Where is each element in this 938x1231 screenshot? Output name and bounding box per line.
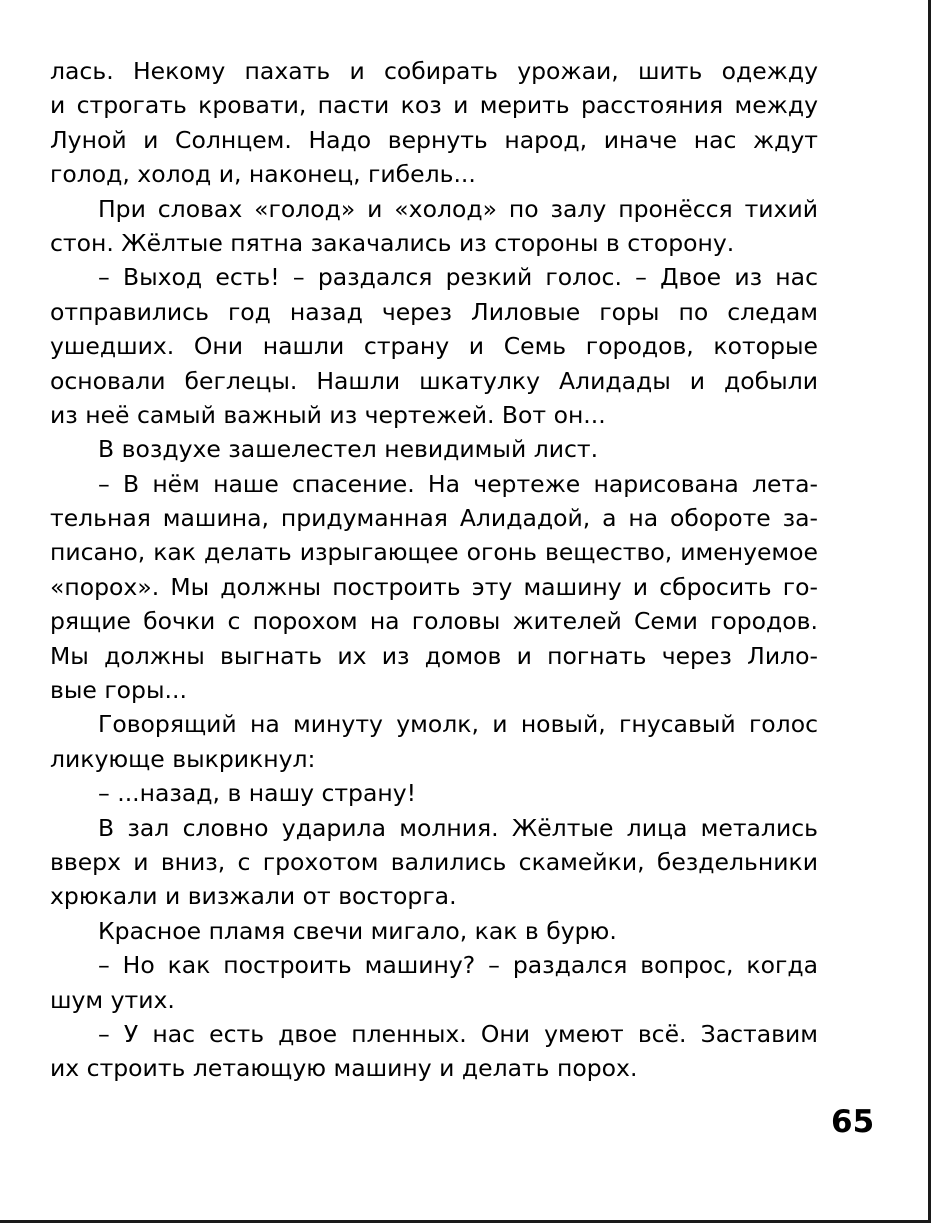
text-line: ликующе выкрикнул: — [50, 744, 316, 773]
text-line: Говорящий на минуту умолк, и новый, гнусавый голос — [98, 710, 818, 739]
body-text — [50, 54, 818, 1086]
text-line: их строить летающую машину и делать порох. — [50, 1054, 638, 1083]
text-line: вые горы... — [50, 676, 187, 705]
text-line: Луной и Солнцем. Надо вернуть народ, иначе нас ждут — [50, 125, 818, 154]
text-line: При словах «голод» и «холод» по залу пронёсся тихий — [98, 194, 818, 223]
text-line: из неё самый важный из чертежей. Вот он... — [50, 400, 606, 429]
text-line: голод, холод и, наконец, гибель... — [50, 160, 476, 189]
text-line: вверх и вниз, с грохотом валились скамейки, бездельники — [50, 847, 818, 876]
text-line: – Но как построить машину? – раздался вопрос, когда — [98, 951, 818, 980]
text-line: основали беглецы. Нашли шкатулку Алидады и добыли — [50, 366, 818, 395]
text-line: лась. Некому пахать и собирать урожаи, шить одежду — [50, 57, 818, 85]
text-line: и строгать кровати, пасти коз и мерить расстояния между — [50, 91, 818, 120]
text-line: «порох». Мы должны построить эту машину и сбросить го- — [50, 572, 818, 601]
text-line: Красное пламя свечи мигало, как в бурю. — [98, 916, 617, 945]
text-line: хрюкали и визжали от восторга. — [50, 882, 457, 911]
text-line: писано, как делать изрыгающее огонь вещество, именуемое — [50, 538, 818, 567]
text-line: шум утих. — [50, 985, 175, 1014]
text-line: ушедших. Они нашли страну и Семь городов, которые — [50, 332, 818, 361]
text-line: – ...назад, в нашу страну! — [98, 779, 417, 808]
text-line: В воздухе зашелестел невидимый лист. — [98, 435, 599, 464]
text-line: В зал словно ударила молния. Жёлтые лица метались — [98, 813, 818, 842]
text-line: – В нём наше спасение. На чертеже нарисована лета- — [98, 469, 818, 498]
text-line: рящие бочки с порохом на головы жителей Семи городов. — [50, 607, 818, 636]
text-line: отправились год назад через Лиловые горы по следам — [50, 297, 818, 326]
text-line: стон. Жёлтые пятна закачались из стороны в сторону. — [50, 228, 735, 257]
text-line: – У нас есть двое пленных. Они умеют всё. Заставим — [98, 1019, 818, 1048]
text-line: – Выход есть! – раздался резкий голос. – Двое из нас — [98, 263, 818, 292]
text-line: Мы должны выгнать их из домов и погнать через Лило- — [50, 641, 818, 670]
page-number: 65 — [831, 1104, 875, 1140]
text-line: тельная машина, придуманная Алидадой, а на обороте за- — [50, 504, 818, 533]
